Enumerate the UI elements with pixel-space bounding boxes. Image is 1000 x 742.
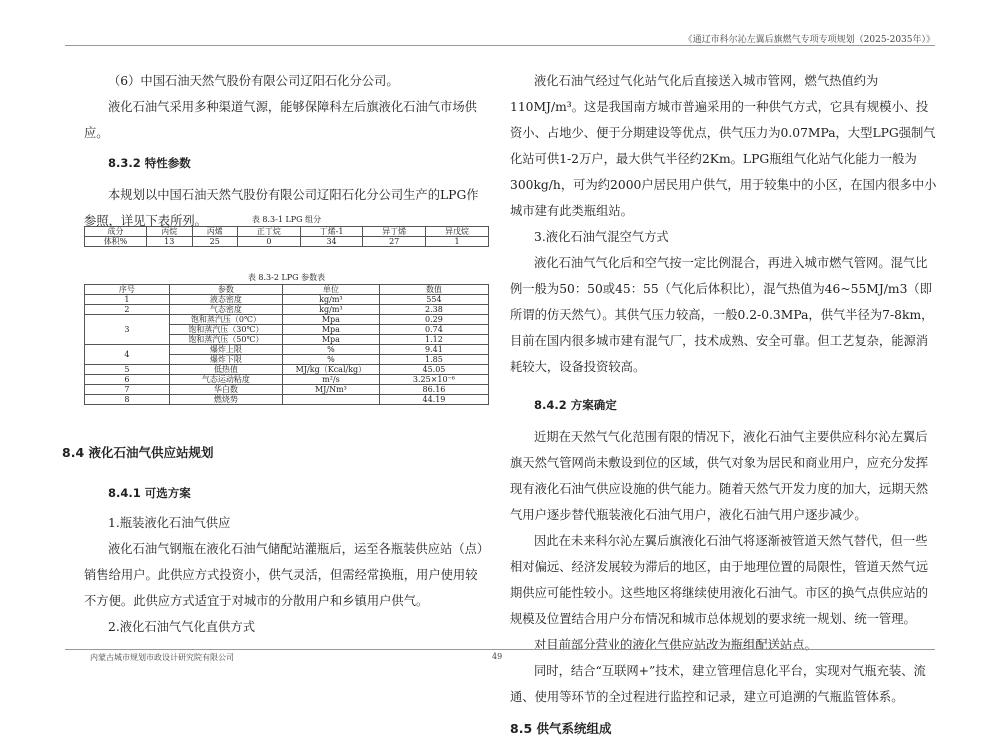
table-row (85, 375, 489, 385)
paragraph-vaporized: 液化石油气经过气化站气化后直接送入城市管网，燃气热值约为110MJ/m³。这是我国南方城市普遍采用的一种供气方式，它具有规模小、投资小、占地少、便于分期建设等优点，供气压力为0.07MPa，大型LPG强制气化站可供1-2万户，最大供气半径约2Km。LPG瓶组气化站气化能力一般为300kg/h，可为约2000户居民用户供气，用于较集中的小区，在国内很多中小城市建有此类瓶组站。 (510, 74, 937, 218)
table2-caption: 表 8.3-2 LPG 参数表 (247, 273, 326, 282)
footer-organization: 内蒙古城市规划市政设计研究院有限公司 (90, 653, 234, 662)
table-cell: MJ/Nm³ (282, 385, 379, 395)
table-cell: 燃烧势 (169, 395, 282, 405)
table-cell: 成分 (85, 227, 147, 237)
table-cell: 554 (379, 295, 488, 305)
table-cell: 1 (426, 237, 489, 247)
paragraph-internet-plus: 同时，结合“互联网+”技术，建立管理信息化平台，实现对气瓶充装、流通、使用等环节的全过程进行监控和记录，建立可追溯的气瓶监管体系。 (510, 664, 926, 704)
table-cell: 异丁烯 (363, 227, 426, 237)
paragraph-near-term: 近期在天然气气化范围有限的情况下，液化石油气主要供应科尔沁左翼后旗天然气管网尚未敷设到位的区域，供气对象为居民和商业用户，应充分发挥现有液化石油气供应设施的供气能力。随着天然气开发力度的加大，远期天然气用户逐步替代瓶装液化石油气用户，液化石油气用户逐步减少。 (510, 430, 929, 522)
table-cell: kg/m³ (282, 305, 379, 315)
table-cell: m²/s (282, 375, 379, 385)
table-row (85, 237, 489, 247)
table-cell: 饱和蒸汽压（50℃） (169, 335, 282, 345)
table-cell: 27 (363, 237, 426, 247)
paragraph-air-mix: 液化石油气气化后和空气按一定比例混合，再进入城市燃气管网。混气比例一般为50：50或45：55（气化后体积比），混气热值为46~55MJ/m3（即所谓的仿天然气）。其供气压力较高，一般0.2-0.3MPa，供气半径为7-8km，目前在国内很多城市建有混气厂，技术成熟、安全可靠。但工艺复杂，能源消耗较大，设备投资较高。 (510, 256, 934, 374)
right-column (510, 68, 938, 742)
table-row (85, 345, 489, 355)
left-column-lower (62, 440, 489, 466)
table-cell (282, 395, 379, 405)
heading-8-4-2: 8.4.2 方案确定 (534, 398, 617, 412)
paragraph-stations: 对目前部分营业的液化气供应站改为瓶组配送站点。 (534, 638, 817, 652)
table-cell: 86.16 (379, 385, 488, 395)
table-cell: 4 (85, 345, 170, 365)
table-cell: 1 (85, 295, 170, 305)
paragraph-intro: 本规划以中国石油天然气股份有限公司辽阳石化分公司生产的LPG作参照，详见下表所列。 (84, 188, 479, 228)
lpg-parameter-table (84, 284, 489, 405)
table1-caption: 表 8.3-1 LPG 组分 (251, 215, 322, 224)
table-cell: 1.85 (379, 355, 488, 365)
table-cell: 气态运动粘度 (169, 375, 282, 385)
paragraph-sources: 液化石油气采用多种渠道气源，能够保障科左后旗液化石油气市场供应。 (84, 100, 477, 140)
table-row (85, 385, 489, 395)
table-cell: 低热值 (169, 365, 282, 375)
table-cell: Mpa (282, 315, 379, 325)
table-cell: 7 (85, 385, 170, 395)
table-cell: 3.25×10⁻⁶ (379, 375, 488, 385)
table-cell: 爆炸下限 (169, 355, 282, 365)
page-number: 49 (492, 652, 503, 661)
table-cell: 0.74 (379, 325, 488, 335)
table-row (85, 365, 489, 375)
heading-8-3-2: 8.3.2 特性参数 (108, 156, 191, 170)
table-cell: 爆炸上限 (169, 345, 282, 355)
table-cell: 3 (85, 315, 170, 345)
table-row (85, 227, 489, 237)
table-cell: 13 (147, 237, 193, 247)
left-column-body (84, 480, 489, 640)
table-cell: 饱和蒸汽压（0℃） (169, 315, 282, 325)
footer-rule (65, 649, 935, 650)
table-cell: % (282, 355, 379, 365)
table-cell: Mpa (282, 325, 379, 335)
paragraph-future: 因此在未来科尔沁左翼后旗液化石油气将逐渐被管道天然气替代，但一些相对偏远、经济发展较为滞后的地区，由于地理位置的局限性，管道天然气远期供应可能性较小。这些地区将继续使用液化石油气。市区的换气点供应站的规模及位置结合用户分布情况和城市总体规划的要求统一规划、统一管理。 (510, 534, 929, 626)
table-cell: 丙烷 (147, 227, 193, 237)
table-cell: 数值 (379, 285, 488, 295)
heading-8-4: 8.4 液化石油气供应站规划 (62, 445, 214, 460)
table-cell: 正丁烷 (238, 227, 301, 237)
table-cell: 异戊烷 (426, 227, 489, 237)
table-cell: 丁烯-1 (300, 227, 362, 237)
subheading-bottled: 1.瓶装液化石油气供应 (108, 516, 231, 530)
table-cell: 单位 (282, 285, 379, 295)
table-cell: 参数 (169, 285, 282, 295)
list-item-6: （6）中国石油天然气股份有限公司辽阳石化分公司。 (108, 74, 399, 88)
table-row (85, 285, 489, 295)
table-cell: 体积% (85, 237, 147, 247)
table-cell: 饱和蒸汽压（30℃） (169, 325, 282, 335)
table-cell: Mpa (282, 335, 379, 345)
table-cell: 6 (85, 375, 170, 385)
table-cell: 气态密度 (169, 305, 282, 315)
table-cell: 34 (300, 237, 362, 247)
header-rule (65, 45, 935, 46)
table-row (85, 395, 489, 405)
table-cell: 45.05 (379, 365, 488, 375)
table-cell: 液态密度 (169, 295, 282, 305)
table-cell: 华白数 (169, 385, 282, 395)
table-cell: 1.12 (379, 335, 488, 345)
table-cell: 8 (85, 395, 170, 405)
table-cell: 2.38 (379, 305, 488, 315)
running-header: 《通辽市科尔沁左翼后旗燃气专项专项规划（2025-2035年）》 (683, 35, 935, 45)
table-cell: % (282, 345, 379, 355)
subheading-vaporized: 2.液化石油气气化直供方式 (108, 620, 255, 634)
table-cell: MJ/kg（Kcal/kg） (282, 365, 379, 375)
table-cell: 0.29 (379, 315, 488, 325)
table-cell: 0 (238, 237, 301, 247)
table-cell: 25 (192, 237, 238, 247)
table-cell: 2 (85, 305, 170, 315)
table-row (85, 315, 489, 325)
table-cell: 5 (85, 365, 170, 375)
heading-8-4-1: 8.4.1 可选方案 (108, 486, 191, 500)
table-row (85, 295, 489, 305)
table-row (85, 305, 489, 315)
table-cell: 丙烯 (192, 227, 238, 237)
subheading-air-mix: 3.液化石油气混空气方式 (534, 230, 669, 244)
lpg-composition-table (84, 226, 489, 247)
table-cell: 44.19 (379, 395, 488, 405)
table-cell: kg/m³ (282, 295, 379, 305)
paragraph-bottled: 液化石油气钢瓶在液化石油气储配站灌瓶后，运至各瓶装供应站（点）销售给用户。此供应方式投资小，供气灵活，但需经常换瓶，用户使用较不方便。此供应方式适宜于对城市的分散用户和乡镇用户供气。 (84, 542, 484, 608)
table-cell: 9.41 (379, 345, 488, 355)
left-column (84, 68, 489, 234)
table-cell: 序号 (85, 285, 170, 295)
heading-8-5: 8.5 供气系统组成 (510, 721, 612, 736)
